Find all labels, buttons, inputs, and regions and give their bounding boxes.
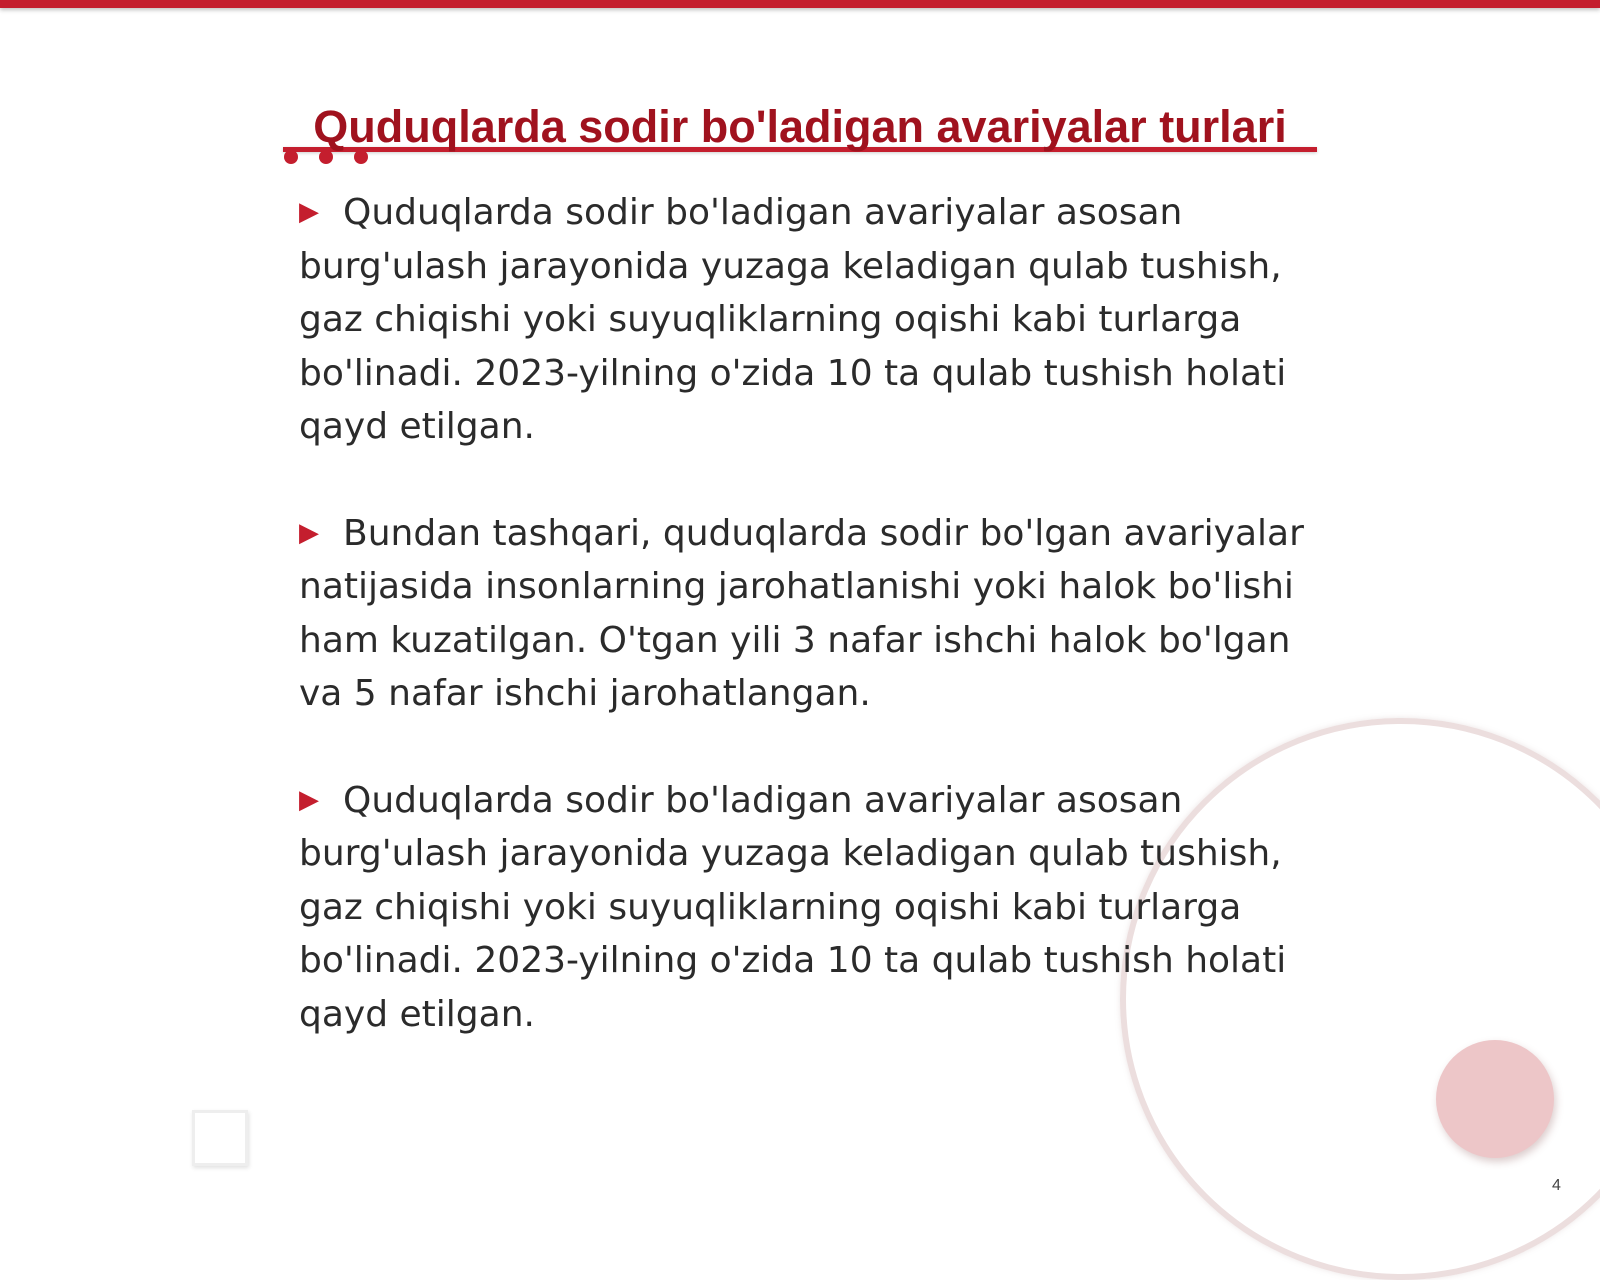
bullet-arrow-icon: ▶ [299, 784, 319, 815]
top-accent-bar [0, 0, 1600, 8]
decorative-pink-circle [1436, 1040, 1554, 1158]
paragraph-text: Quduqlarda sodir bo'ladigan avariyalar asosan burg'ulash jarayonida yuzaga keladigan qulab tushish, gaz chiqishi yoki suyuqliklarning oqishi kabi turlarga bo'linadi. 2023-yilning o'zida 10 ta qulab tushish holati qayd etilgan. [299, 779, 1287, 1035]
bullet-paragraph [299, 507, 1309, 721]
bullet-paragraph [299, 774, 1309, 1042]
slide-body [299, 186, 1309, 1094]
bullet-arrow-icon: ▶ [299, 197, 319, 227]
page-number: 4 [1552, 1177, 1561, 1194]
decorative-square [192, 1110, 248, 1166]
paragraph-text: Bundan tashqari, quduqlarda sodir bo'lgan avariyalar natijasida insonlarning jarohatlanishi yoki halok bo'lishi ham kuzatilgan. O'tgan yili 3 nafar ishchi halok bo'lgan va 5 nafar ishchi jarohatlangan. [299, 512, 1304, 714]
paragraph-text: Quduqlarda sodir bo'ladigan avariyalar asosan burg'ulash jarayonida yuzaga keladigan qulab tushish, gaz chiqishi yoki suyuqliklarning oqishi kabi turlarga bo'linadi. 2023-yilning o'zida 10 ta qulab tushish holati qayd etilgan. [299, 192, 1287, 447]
bullet-paragraph [299, 186, 1309, 454]
bullet-arrow-icon: ▶ [299, 517, 319, 548]
slide-title: Quduqlarda sodir bo'ladigan avariyalar turlari [313, 101, 1287, 152]
